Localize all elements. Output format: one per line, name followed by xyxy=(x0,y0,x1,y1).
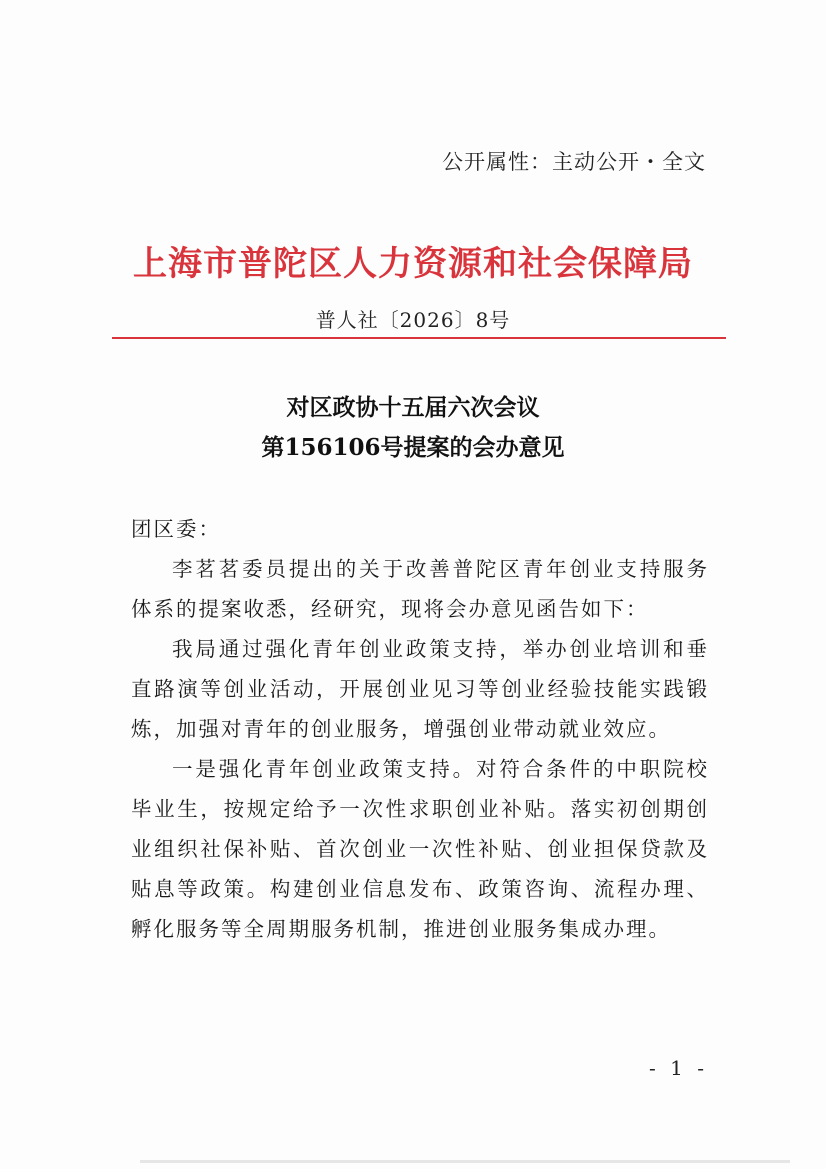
issuing-organization-title: 上海市普陀区人力资源和社会保障局 xyxy=(133,244,693,284)
red-divider-line xyxy=(112,337,726,339)
body-paragraph-1: 李茗茗委员提出的关于改善普陀区青年创业支持服务体系的提案收悉，经研究，现将会办意见函告如下： xyxy=(131,557,709,621)
body-paragraph-2: 我局通过强化青年创业政策支持，举办创业培训和垂直路演等创业活动，开展创业见习等创业经验技能实践锻炼，加强对青年的创业服务，增强创业带动就业效应。 xyxy=(131,637,709,741)
disclosure-attribute: 公开属性：主动公开・全文 xyxy=(442,150,706,174)
page-number: - 1 - xyxy=(649,1056,708,1080)
document-body xyxy=(131,509,709,949)
subject-line-2: 第156106号提案的会办意见 xyxy=(261,434,565,461)
subject-line-1: 对区政协十五届六次会议 xyxy=(286,394,540,421)
document-number: 普人社〔2026〕8号 xyxy=(315,308,511,332)
scan-bottom-edge xyxy=(140,1160,790,1163)
document-subject xyxy=(0,388,826,468)
body-paragraph-3: 一是强化青年创业政策支持。对符合条件的中职院校毕业生，按规定给予一次性求职创业补贴。落实初创期创业组织社保补贴、首次创业一次性补贴、创业担保贷款及贴息等政策。构建创业信息发布、政策咨询、流程办理、孵化服务等全周期服务机制，推进创业服务集成办理。 xyxy=(131,757,709,941)
salutation: 团区委： xyxy=(131,517,221,541)
